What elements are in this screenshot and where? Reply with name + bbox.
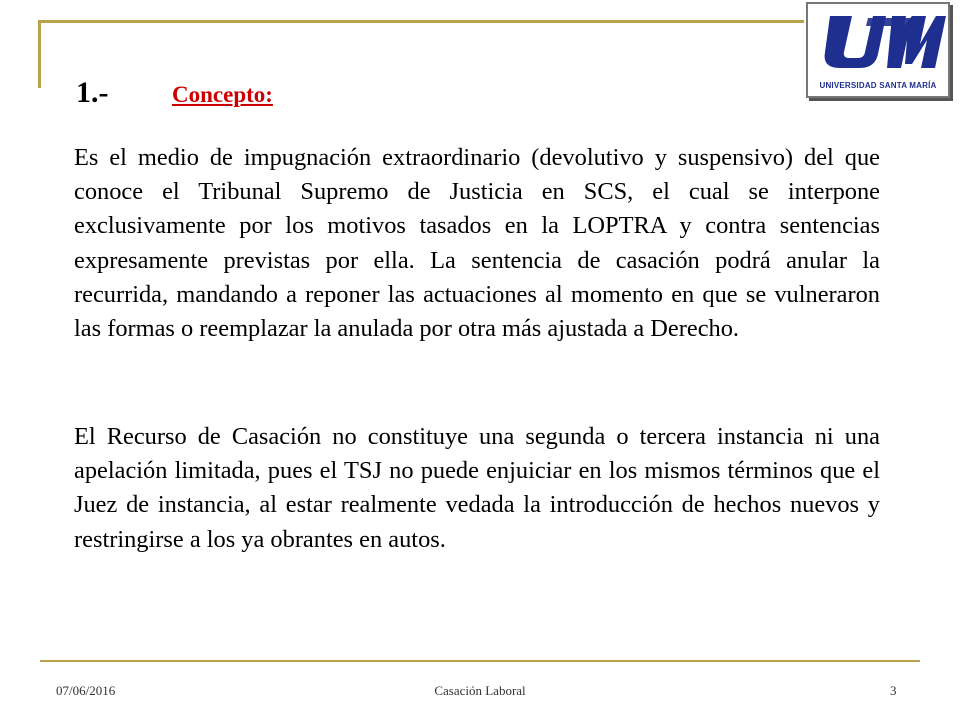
frame-left-line <box>38 20 41 88</box>
heading-number: 1.- <box>76 76 109 109</box>
paragraph-limitations: El Recurso de Casación no constituye una segunda o tercera instancia ni una apelación limitada, pues el TSJ no puede enjuiciar en los mismos términos que el Juez de instancia, al estar realmente vedada la introducción de hechos nuevos y restringirse a los ya obrantes en autos. <box>74 423 880 553</box>
footer-title: Casación Laboral <box>434 683 526 698</box>
footer-page-number: 3 <box>890 683 897 698</box>
frame-top-line <box>38 20 804 23</box>
logo-caption: UNIVERSIDAD SANTA MARÍA <box>819 81 937 90</box>
heading-concept-link: Concepto: <box>172 82 273 107</box>
university-logo <box>806 2 950 98</box>
frame-bottom-line <box>40 660 920 662</box>
footer-date: 07/06/2016 <box>56 683 116 698</box>
paragraph-definition: Es el medio de impugnación extraordinario (devolutivo y suspensivo) del que conoce el Tribunal Supremo de Justicia en SCS, el cual se interpone exclusivamente por los motivos tasados en la LOPTRA y contra sentencias expresamente previstas por ella. La sentencia de casación podrá anular la recurrida, mandando a reponer las actuaciones al momento en que se vulneraron las formas o reemplazar la anulada por otra más ajustada a Derecho. <box>74 144 880 343</box>
slide-heading <box>76 76 273 110</box>
